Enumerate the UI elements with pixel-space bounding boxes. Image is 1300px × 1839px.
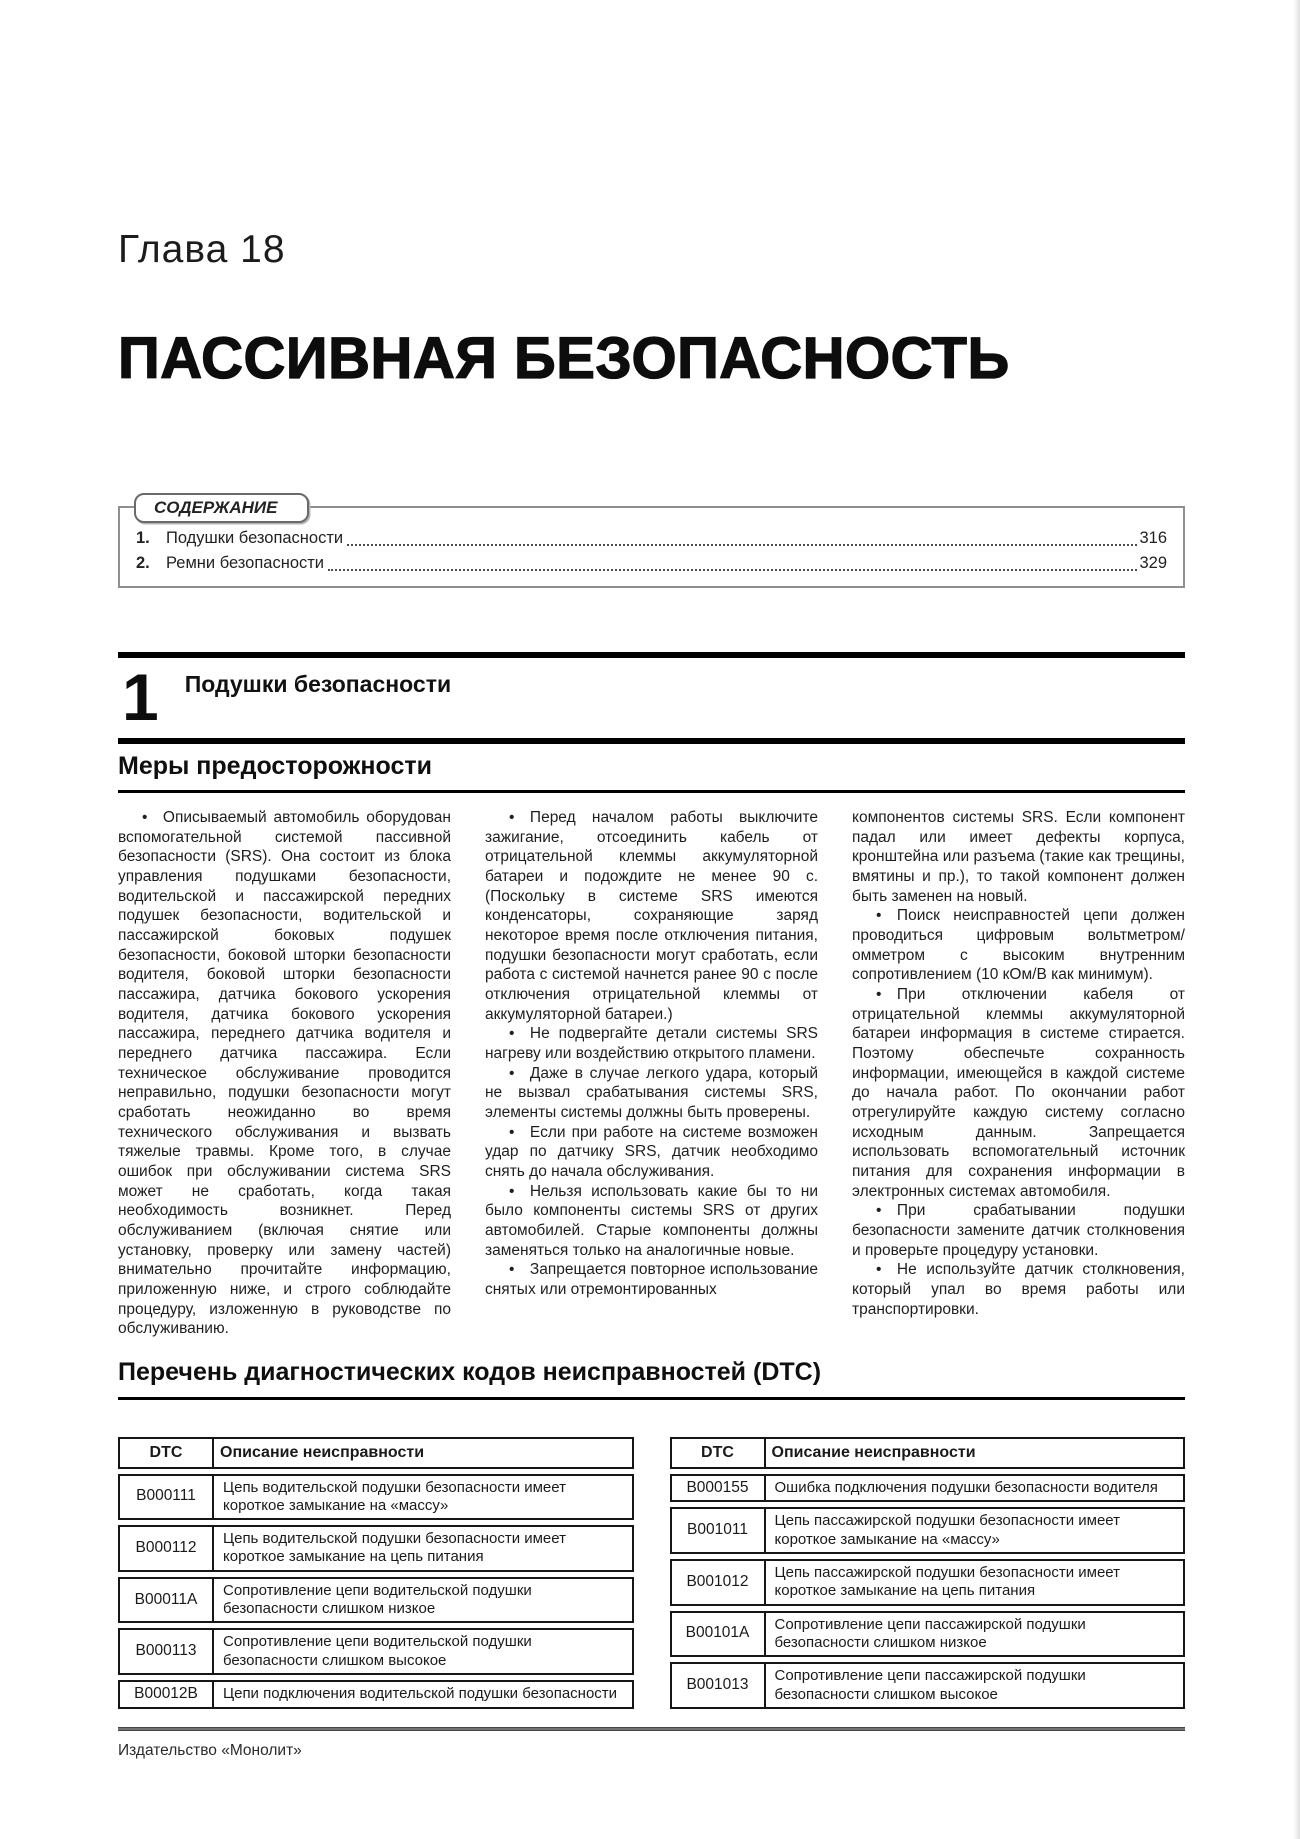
dtc-description-cell: Цепь пассажирской подушки безопасности имеет короткое замыкание на цепь питания xyxy=(766,1559,1186,1606)
dtc-code-cell: B000113 xyxy=(118,1628,214,1675)
paragraph: • При отключении кабеля от отрицательной клеммы аккумуляторной батареи информация в системе стирается. Поэтому обеспечьте сохранность информации, имеющейся в каждой системе до начала работ. По окончании работ отрегулируйте каждую систему согласно исходным данным. Запрещается использовать вспомогательный источник питания для сохранения информации в электронных системах автомобиля. xyxy=(852,986,1185,1200)
dtc-description-cell: Сопротивление цепи пассажирской подушки безопасности слишком высокое xyxy=(766,1662,1186,1709)
dtc-description-cell: Цепи подключения водительской подушки безопасности xyxy=(214,1680,634,1709)
text-column-3 xyxy=(852,808,1185,1339)
precautions-heading: Меры предосторожности xyxy=(118,752,1185,793)
toc-dot-leader xyxy=(328,569,1137,571)
toc-row xyxy=(136,551,1167,576)
dtc-code-cell: B000111 xyxy=(118,1474,214,1521)
dtc-description-cell: Цепь пассажирской подушки безопасности имеет короткое замыкание на «массу» xyxy=(766,1507,1186,1554)
contents-box xyxy=(118,498,1185,588)
dtc-code-cell: B001011 xyxy=(670,1507,766,1554)
dtc-tables xyxy=(118,1432,1185,1714)
table-row xyxy=(670,1507,1186,1554)
table-row xyxy=(670,1559,1186,1606)
table-row xyxy=(670,1662,1186,1709)
table-row xyxy=(670,1474,1186,1503)
dtc-code-header: DTC xyxy=(118,1437,214,1469)
dtc-table-left xyxy=(118,1432,634,1714)
dtc-heading: Перечень диагностических кодов неисправностей (DTC) xyxy=(118,1358,1185,1400)
dtc-description-cell: Цепь водительской подушки безопасности имеет короткое замыкание на цепь питания xyxy=(214,1525,634,1572)
dtc-table-right xyxy=(670,1432,1186,1714)
paragraph: • Даже в случае легкого удара, который не вызвал срабатывания системы SRS, элементы системы должны быть проверены. xyxy=(485,1064,818,1122)
dtc-description-cell: Ошибка подключения подушки безопасности водителя xyxy=(766,1474,1186,1503)
table-row xyxy=(670,1611,1186,1658)
paragraph: • Запрещается повторное использование снятых или отремонтированных xyxy=(485,1261,818,1299)
section-banner xyxy=(118,652,1185,744)
paragraph: • Не подвергайте детали системы SRS нагреву или воздействию открытого пламени. xyxy=(485,1025,818,1063)
contents-tab-label: СОДЕРЖАНИЕ xyxy=(134,493,309,523)
text-column-1 xyxy=(118,808,451,1339)
toc-row xyxy=(136,526,1167,551)
dtc-code-cell: B000112 xyxy=(118,1525,214,1572)
dtc-description-cell: Сопротивление цепи пассажирской подушки безопасности слишком низкое xyxy=(766,1611,1186,1658)
toc-item-page: 316 xyxy=(1139,529,1167,547)
paragraph: • Не используйте датчик столкновения, который упал во время работы или транспортировки. xyxy=(852,1261,1185,1318)
table-header-row xyxy=(118,1437,634,1469)
dtc-code-cell: B00011A xyxy=(118,1577,214,1624)
dtc-description-cell: Сопротивление цепи водительской подушки безопасности слишком высокое xyxy=(214,1628,634,1675)
dtc-description-header: Описание неисправности xyxy=(766,1437,1186,1469)
dtc-code-cell: B001012 xyxy=(670,1559,766,1606)
paragraph: компонентов системы SRS. Если компонент падал или имеет дефекты корпуса, кронштейна или разъема (такие как трещины, вмятины и пр.), то такой компонент должен быть заменен на новый. xyxy=(852,809,1185,905)
toc-item-number: 1. xyxy=(136,529,150,547)
toc-item-page: 329 xyxy=(1139,554,1167,572)
dtc-description-header: Описание неисправности xyxy=(214,1437,634,1469)
dtc-code-cell: B001013 xyxy=(670,1662,766,1709)
section-title: Подушки безопасности xyxy=(184,671,452,697)
table-row xyxy=(118,1577,634,1624)
text-column-2 xyxy=(485,808,818,1339)
toc-item-title: Ремни безопасности xyxy=(166,554,325,572)
dtc-code-cell: B00101A xyxy=(670,1611,766,1658)
dtc-code-header: DTC xyxy=(670,1437,766,1469)
dtc-description-cell: Сопротивление цепи водительской подушки безопасности слишком низкое xyxy=(214,1577,634,1624)
contents-list xyxy=(136,526,1167,576)
dtc-code-cell: B000155 xyxy=(670,1474,766,1503)
paragraph: • Перед началом работы выключите зажигание, отсоединить кабель от отрицательной клеммы аккумуляторной батареи и подождите не менее 90 с. (Поскольку в системе SRS имеются конденсаторы, сохраняющие заряд некоторое время после отключения питания, подушки безопасности могут сработать, если работа с системой начнется ранее 90 с после отключения отрицательной клеммы от аккумуляторной батареи.) xyxy=(485,809,818,1023)
precautions-text-columns xyxy=(118,808,1185,1339)
page-title: ПАССИВНАЯ БЕЗОПАСНОСТЬ xyxy=(118,326,1010,391)
toc-dot-leader xyxy=(347,544,1137,546)
table-row xyxy=(118,1474,634,1521)
publisher-footer: Издательство «Монолит» xyxy=(118,1742,302,1759)
paragraph: • Нельзя использовать какие бы то ни было компоненты системы SRS от других автомобилей. Старые компоненты должны заменяться только на аналогичные новые. xyxy=(485,1182,818,1259)
toc-item-title: Подушки безопасности xyxy=(166,529,344,547)
section-number: 1 xyxy=(122,660,159,734)
footer-rule xyxy=(118,1727,1185,1731)
paragraph: • Поиск неисправностей цепи должен проводиться цифровым вольтметром/омметром с высоким внутренним сопротивлением (10 кОм/В как минимум). xyxy=(852,907,1185,984)
toc-item-number: 2. xyxy=(136,554,150,572)
paragraph: • Описываемый автомобиль оборудован вспомогательной системой пассивной безопасности (SRS). Она состоит из блока управления подушками безопасности, водительской и пассажирской передних подушек безопасности, водительской и пассажирской боковых подушек безопасности, боковой шторки безопасности водителя, боковой шторки безопасности пассажира, датчика бокового ускорения водителя, датчика бокового ускорения пассажира, переднего датчика водителя и переднего датчика пассажира. Если техническое обслуживание проводится неправильно, подушки безопасности могут сработать неожиданно во время технического обслуживания и вызвать тяжелые травмы. Кроме того, в случае ошибок при обслуживании система SRS может не сработать, когда такая необходимость возникнет. Перед обслуживанием (включая снятие или установку, проверку или замену частей) внимательно прочитайте информацию, приложенную ниже, и строго соблюдайте процедуру, изложенную в руководстве по обслуживанию. xyxy=(118,809,451,1338)
dtc-description-cell: Цепь водительской подушки безопасности имеет короткое замыкание на «массу» xyxy=(214,1474,634,1521)
paragraph: • При срабатывании подушки безопасности замените датчик столкновения и проверьте процедуру установки. xyxy=(852,1202,1185,1259)
chapter-label: Глава 18 xyxy=(118,228,286,271)
table-row xyxy=(118,1628,634,1675)
dtc-code-cell: B00012B xyxy=(118,1680,214,1709)
table-header-row xyxy=(670,1437,1186,1469)
table-row xyxy=(118,1525,634,1572)
paragraph: • Если при работе на системе возможен удар по датчику SRS, датчик необходимо снять до начала обслуживания. xyxy=(485,1123,818,1181)
table-row xyxy=(118,1680,634,1709)
scan-edge-shadow xyxy=(1293,0,1300,1839)
